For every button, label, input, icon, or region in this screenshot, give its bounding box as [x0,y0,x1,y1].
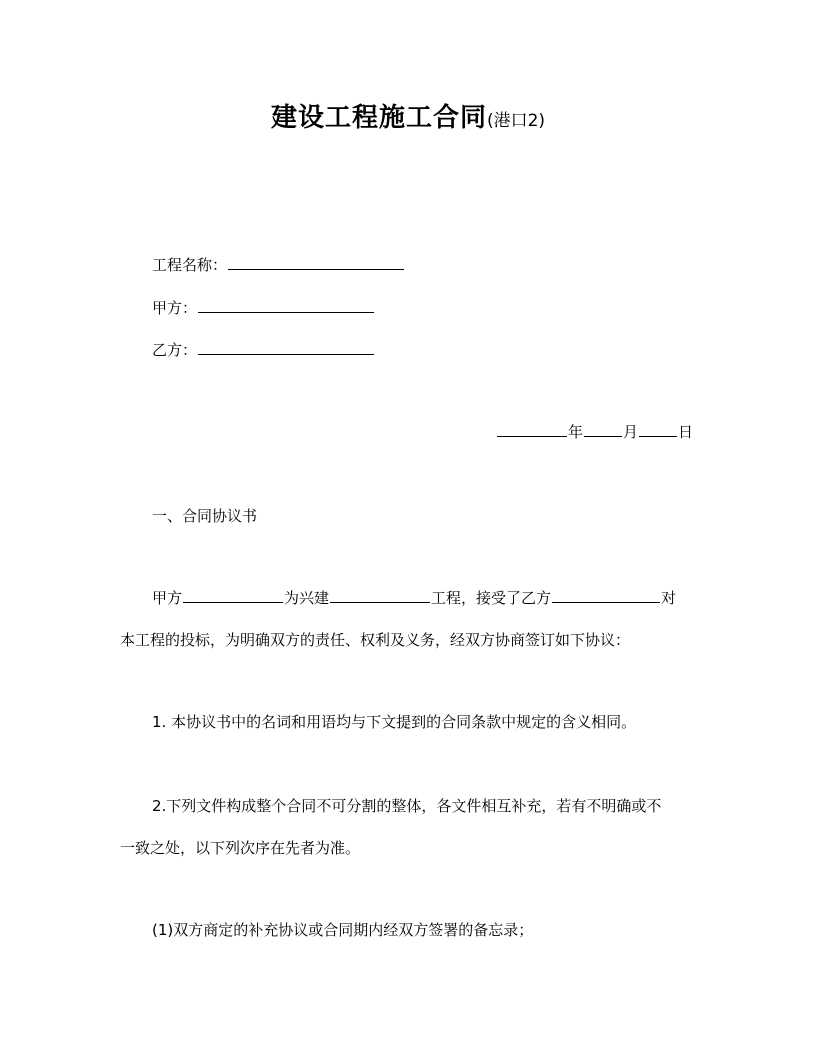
field-project-name [152,254,405,276]
item-2-sub-1: (1)双方商定的补充协议或合同期内经双方签署的备忘录； [152,921,534,939]
date-year-unit: 年 [568,423,584,441]
para1-part1: 甲方 [152,589,183,607]
field-party-b-blank [198,339,374,355]
item-1: 1. 本协议书中的名词和用语均与下文提到的合同条款中规定的含义相同。 [152,713,637,731]
field-party-a-label: 甲方： [152,299,198,317]
para1-line1 [152,587,676,609]
date-day-blank [639,421,677,437]
party-a-blank [183,587,283,603]
date-year-blank [497,421,567,437]
project-blank [330,587,430,603]
title-main: 建设工程施工合同 [270,103,487,133]
item-2-line1: 2.下列文件构成整个合同不可分割的整体，各文件相互补充，若有不明确或不 [152,797,662,815]
section-heading: 一、合同协议书 [152,507,258,525]
field-project-name-label: 工程名称： [152,256,228,274]
field-party-b-label: 乙方： [152,341,198,359]
title-suffix: (港口2) [486,111,546,131]
para1-part4: 对 [661,589,677,607]
date-line [496,421,693,443]
field-party-a-blank [198,297,374,313]
date-month-unit: 月 [623,423,639,441]
date-month-blank [584,421,622,437]
party-b-blank [552,587,660,603]
para1-part3: 工程，接受了乙方 [431,589,552,607]
field-party-b [152,339,375,361]
field-project-name-blank [228,254,404,270]
para1-part2: 为兴建 [284,589,330,607]
document-title [0,98,816,141]
para1-line2: 本工程的投标，为明确双方的责任、权利及义务，经双方协商签订如下协议： [120,631,631,649]
item-2-line2: 一致之处，以下列次序在先者为准。 [120,839,361,857]
date-day-unit: 日 [678,423,694,441]
field-party-a [152,297,375,319]
